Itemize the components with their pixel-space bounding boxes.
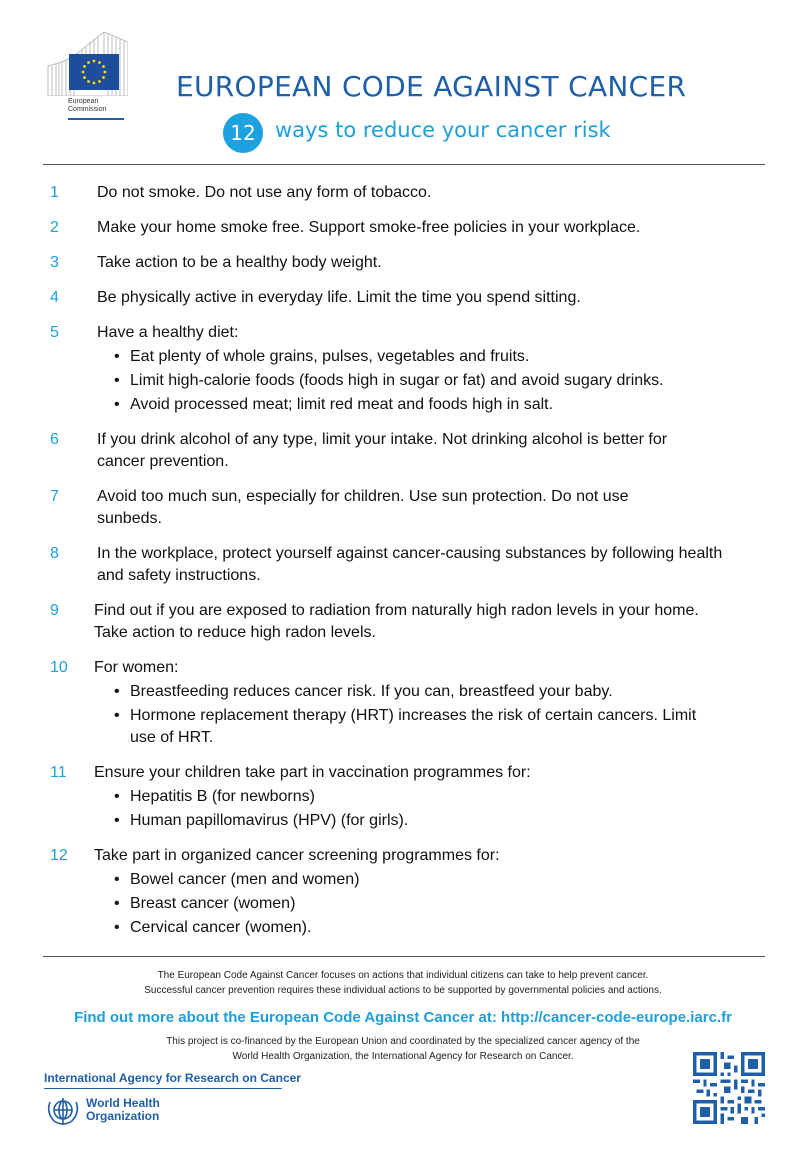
eu-stars-icon bbox=[69, 54, 119, 90]
item-number: 5 bbox=[50, 324, 59, 341]
sub-bullet-list bbox=[112, 869, 806, 939]
item-number: 11 bbox=[50, 764, 67, 781]
sub-bullet: • Breast cancer (women) bbox=[112, 893, 806, 915]
item-text: Do not smoke. Do not use any form of tobacco. bbox=[97, 184, 432, 201]
list-item bbox=[0, 657, 806, 749]
sub-bullet: • Hepatitis B (for newborns) bbox=[112, 786, 806, 808]
iarc-logo-text: International Agency for Research on Cancer bbox=[44, 1071, 301, 1085]
list-item bbox=[0, 429, 806, 473]
sub-bullet: • Cervical cancer (women). bbox=[112, 917, 806, 939]
list-item bbox=[0, 486, 806, 530]
item-number: 3 bbox=[50, 254, 59, 271]
item-number: 1 bbox=[50, 184, 59, 201]
list-item bbox=[0, 252, 806, 274]
page-title: EUROPEAN CODE AGAINST CANCER bbox=[176, 70, 687, 103]
item-text: Have a healthy diet: bbox=[97, 324, 239, 341]
more-info-link[interactable]: Find out more about the European Code Against Cancer at: http://cancer-code-europe.iarc.fr bbox=[74, 1009, 732, 1026]
sub-bullet: • Avoid processed meat; limit red meat and foods high in salt. bbox=[112, 394, 806, 416]
sub-bullet: • Hormone replacement therapy (HRT) increases the risk of certain cancers. Limit use of HRT. bbox=[112, 705, 710, 749]
bottom-divider bbox=[43, 956, 765, 957]
item-number: 6 bbox=[50, 431, 59, 448]
list-item bbox=[0, 322, 806, 416]
footer-note: The European Code Against Cancer focuses on actions that individual citizens can take to help prevent cancer. Successful cancer prevention requires these individual actions to be supported by governmental policies and actions. bbox=[144, 970, 662, 996]
top-divider bbox=[43, 164, 765, 165]
item-text: Make your home smoke free. Support smoke-free policies in your workplace. bbox=[97, 219, 641, 236]
list-item bbox=[0, 543, 806, 587]
item-text: For women: bbox=[94, 659, 179, 676]
list-item bbox=[0, 600, 806, 644]
funding-note: This project is co-financed by the European Union and coordinated by the specialized cancer agency of the World Health Organization, the International Agency for Research on Cancer. bbox=[166, 1036, 640, 1062]
eu-flag bbox=[69, 54, 119, 90]
list-item bbox=[0, 762, 806, 832]
item-text: Be physically active in everyday life. Limit the time you spend sitting. bbox=[97, 289, 581, 306]
item-text: If you drink alcohol of any type, limit your intake. Not drinking alcohol is better for cancer prevention. bbox=[97, 431, 668, 470]
list-item bbox=[0, 182, 806, 204]
sub-bullet-list bbox=[112, 346, 806, 416]
item-text: In the workplace, protect yourself against cancer-causing substances by following health and safety instructions. bbox=[97, 545, 723, 584]
ec-logo-underline bbox=[68, 118, 124, 120]
item-number: 2 bbox=[50, 219, 59, 236]
european-commission-logo bbox=[40, 32, 130, 124]
list-item bbox=[0, 217, 806, 239]
sub-bullet-list bbox=[112, 681, 806, 749]
qr-code-icon[interactable] bbox=[693, 1052, 765, 1124]
item-number: 7 bbox=[50, 488, 59, 505]
item-number: 4 bbox=[50, 289, 59, 306]
item-number: 8 bbox=[50, 545, 59, 562]
sub-bullet: • Breastfeeding reduces cancer risk. If you can, breastfeed your baby. bbox=[112, 681, 806, 703]
sub-bullet: • Limit high-calorie foods (foods high in sugar or fat) and avoid sugary drinks. bbox=[112, 370, 806, 392]
item-text: Take action to be a healthy body weight. bbox=[97, 254, 382, 271]
list-item bbox=[0, 845, 806, 939]
sub-bullet: • Human papillomavirus (HPV) (for girls). bbox=[112, 810, 806, 832]
who-emblem-icon bbox=[44, 1094, 82, 1128]
who-logo-text: World Health Organization bbox=[86, 1096, 160, 1123]
ec-logo-label: European Commission bbox=[68, 98, 107, 113]
page-subtitle: ways to reduce your cancer risk bbox=[275, 118, 611, 142]
item-text: Ensure your children take part in vaccination programmes for: bbox=[94, 764, 531, 781]
list-item bbox=[0, 287, 806, 309]
sub-bullet-list bbox=[112, 786, 806, 832]
item-number: 12 bbox=[50, 847, 68, 864]
item-text: Take part in organized cancer screening programmes for: bbox=[94, 847, 500, 864]
item-text: Avoid too much sun, especially for children. Use sun protection. Do not use sunbeds. bbox=[97, 488, 629, 527]
item-number: 10 bbox=[50, 659, 68, 676]
recommendations-list bbox=[0, 182, 806, 952]
item-text: Find out if you are exposed to radiation from naturally high radon levels in your home. Take action to reduce high radon levels. bbox=[94, 602, 699, 641]
iarc-underline bbox=[44, 1088, 282, 1089]
item-number: 9 bbox=[50, 602, 59, 619]
count-badge: 12 bbox=[223, 113, 263, 153]
sub-bullet: • Bowel cancer (men and women) bbox=[112, 869, 806, 891]
sub-bullet: • Eat plenty of whole grains, pulses, vegetables and fruits. bbox=[112, 346, 806, 368]
